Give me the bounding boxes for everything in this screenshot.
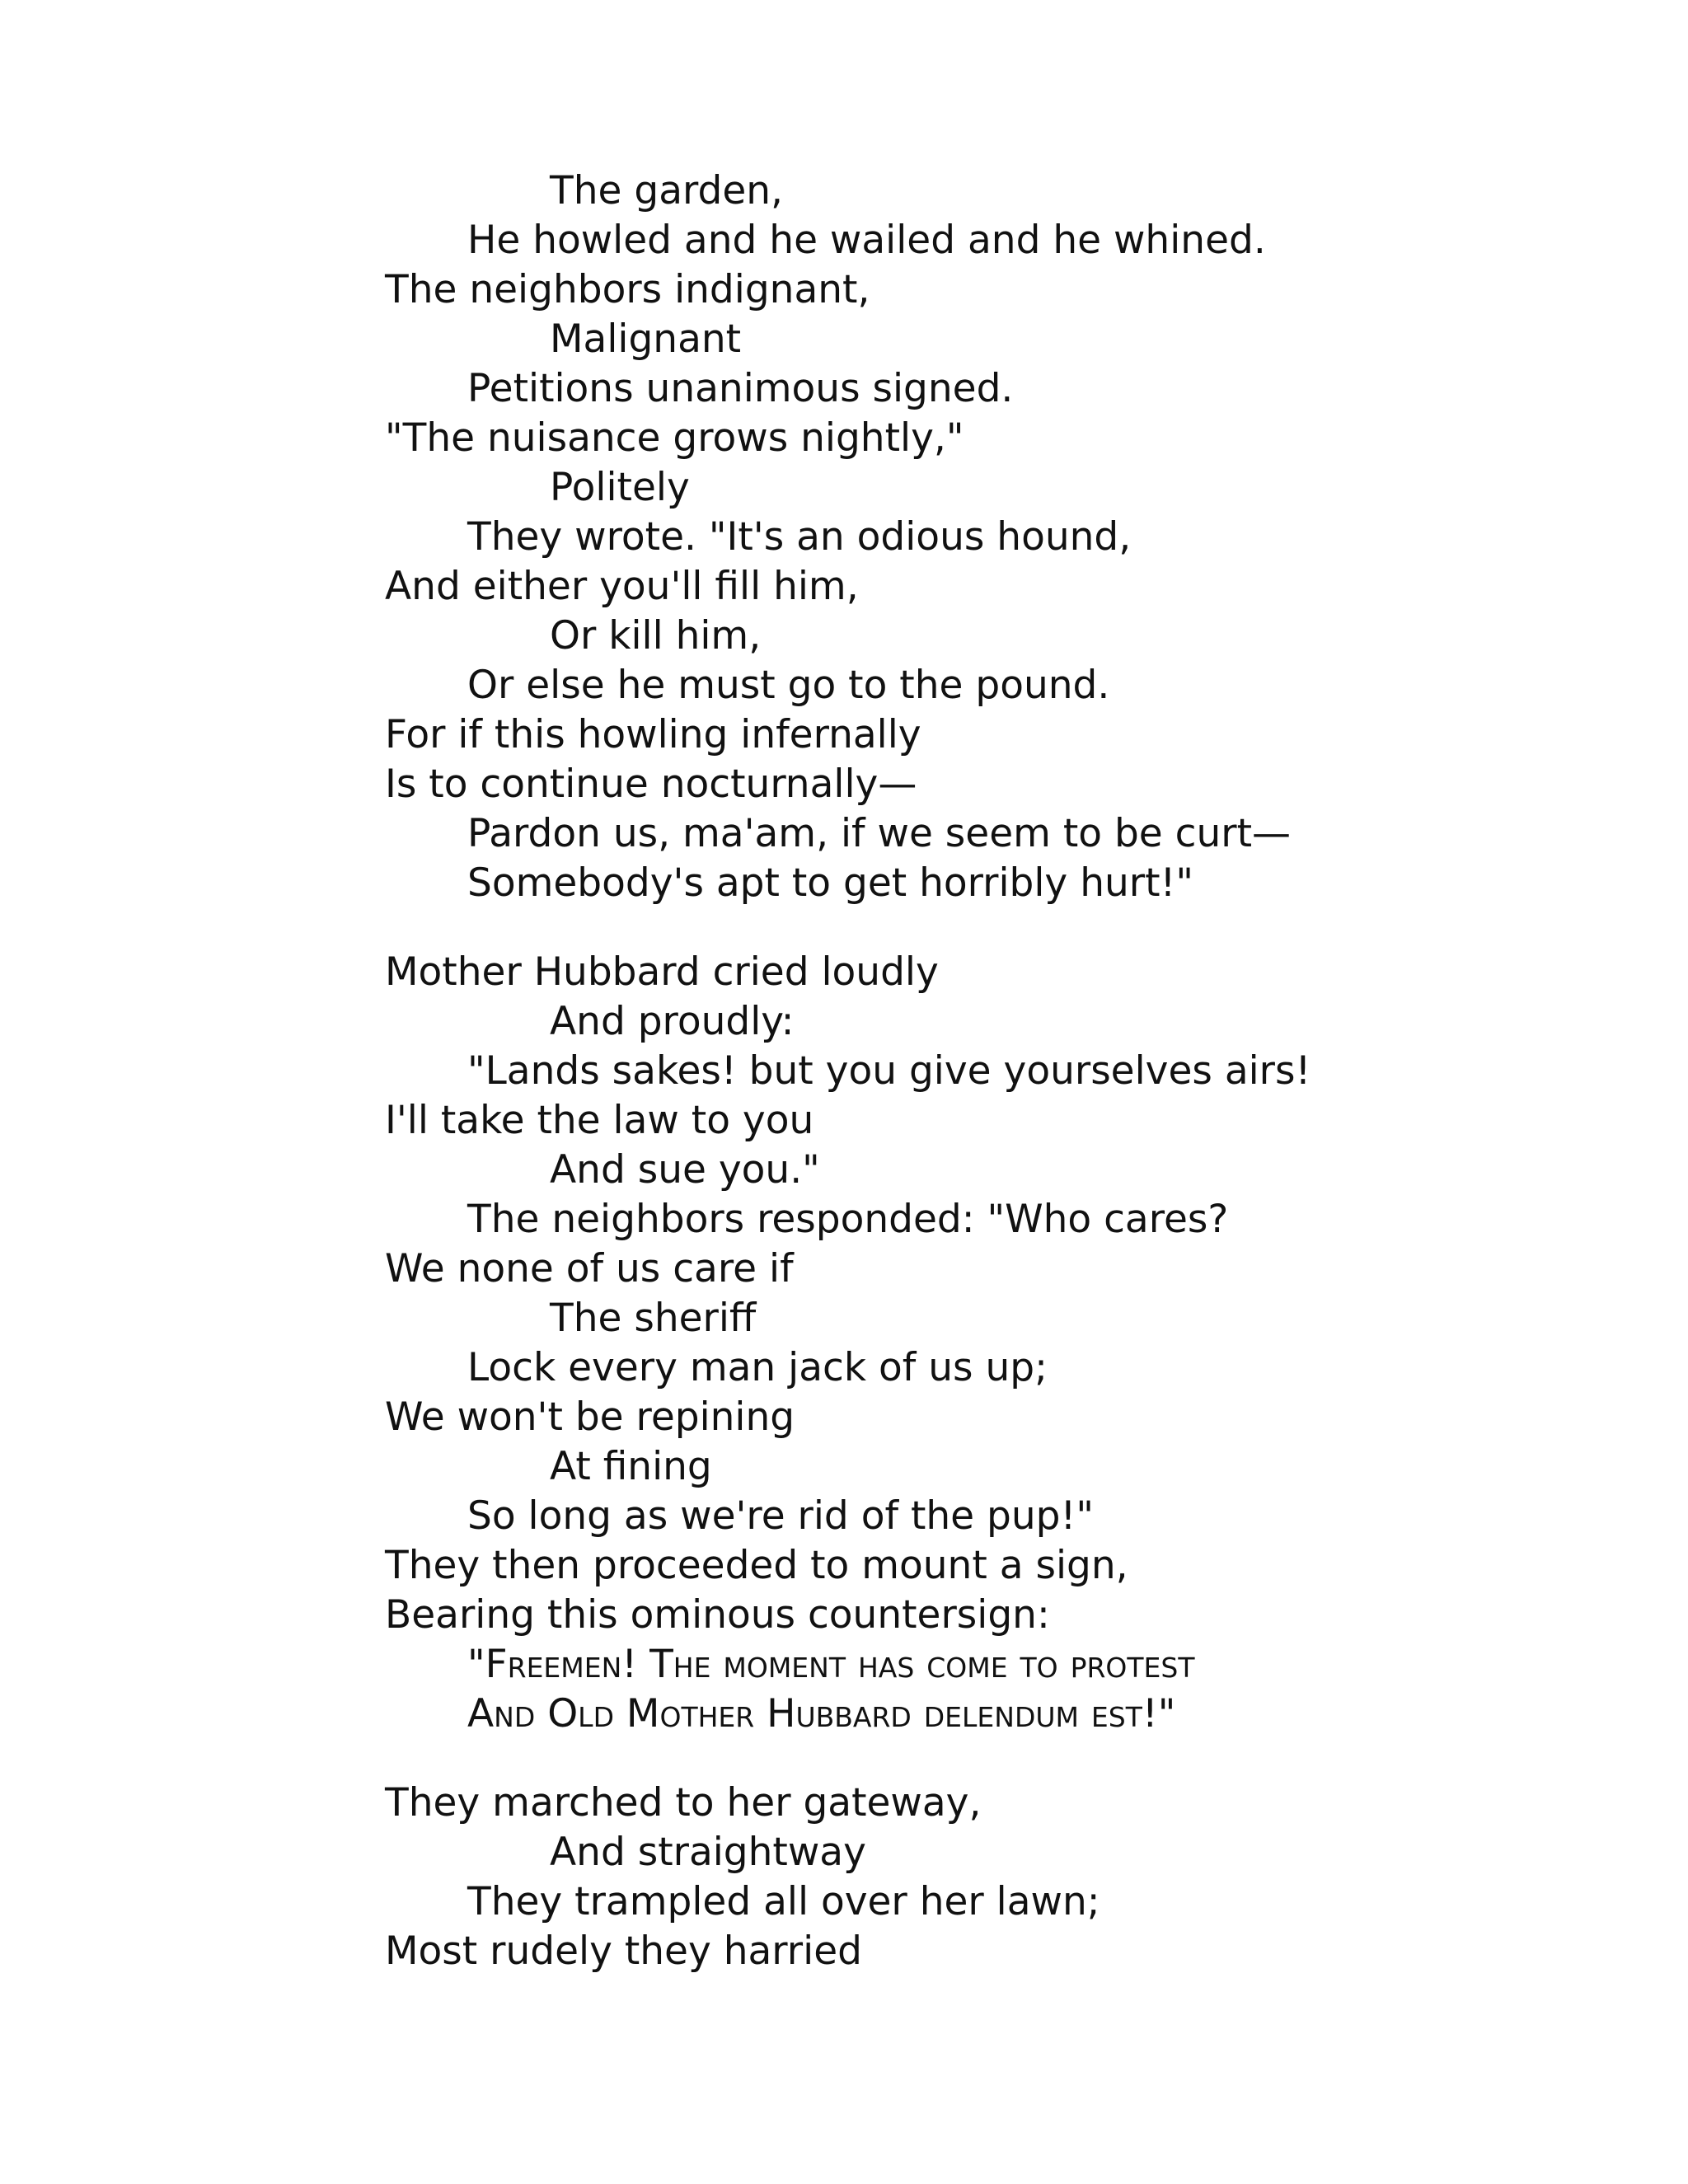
poem-line: The neighbors indignant, bbox=[385, 267, 870, 312]
poem-line: I'll take the law to you bbox=[385, 1098, 814, 1143]
poem-line: Is to continue nocturnally— bbox=[385, 762, 917, 807]
poem-line: And proudly: bbox=[550, 999, 795, 1044]
poem-line: They then proceeded to mount a sign, bbox=[385, 1543, 1128, 1588]
poem-line: At fining bbox=[550, 1444, 712, 1489]
poem-line: Bearing this ominous countersign: bbox=[385, 1592, 1050, 1638]
poem-line: They marched to her gateway, bbox=[385, 1780, 982, 1825]
poem-line: Pardon us, ma'am, if we seem to be curt— bbox=[467, 811, 1292, 856]
poem-line: And straightway bbox=[550, 1830, 866, 1875]
poem-line: Petitions unanimous signed. bbox=[467, 366, 1014, 411]
poem-line: Politely bbox=[550, 465, 690, 510]
poem-line: Somebody's apt to get horribly hurt!" bbox=[467, 860, 1193, 906]
poem-line: We won't be repining bbox=[385, 1394, 795, 1440]
poem-line: And either you'll fill him, bbox=[385, 564, 859, 609]
poem-line: Most rudely they harried bbox=[385, 1929, 862, 1974]
poem-line: And sue you." bbox=[550, 1147, 820, 1193]
poem-line: We none of us care if bbox=[385, 1246, 794, 1291]
poem-line: The neighbors responded: "Who cares? bbox=[467, 1197, 1229, 1242]
poem-line: The garden, bbox=[550, 168, 783, 213]
poem-line: For if this howling infernally bbox=[385, 712, 921, 757]
poem-line: So long as we're rid of the pup!" bbox=[467, 1493, 1094, 1539]
poem-line: Lock every man jack of us up; bbox=[467, 1345, 1048, 1390]
poem-line: He howled and he wailed and he whined. bbox=[467, 218, 1266, 263]
poem-line: Or kill him, bbox=[550, 613, 762, 658]
text-viewport bbox=[0, 168, 1688, 1976]
poem-line: They wrote. "It's an odious hound, bbox=[467, 514, 1132, 560]
poem-text bbox=[0, 166, 1688, 1976]
poem-line: The sheriff bbox=[550, 1296, 757, 1341]
poem-line: Malignant bbox=[550, 316, 742, 362]
poem-line: And Old Mother Hubbard delendum est!" bbox=[467, 1691, 1176, 1736]
poem-line: "Lands sakes! but you give yourselves airs! bbox=[467, 1048, 1311, 1094]
stanza-break bbox=[0, 1739, 1688, 1779]
poem-line: Mother Hubbard cried loudly bbox=[385, 949, 939, 995]
stanza-break bbox=[0, 908, 1688, 948]
poem-line: "The nuisance grows nightly," bbox=[385, 415, 964, 461]
poem-line: They trampled all over her lawn; bbox=[467, 1879, 1100, 1924]
poem-line: "Freemen! The moment has come to protest bbox=[467, 1642, 1195, 1687]
poem-line: Or else he must go to the pound. bbox=[467, 663, 1110, 708]
